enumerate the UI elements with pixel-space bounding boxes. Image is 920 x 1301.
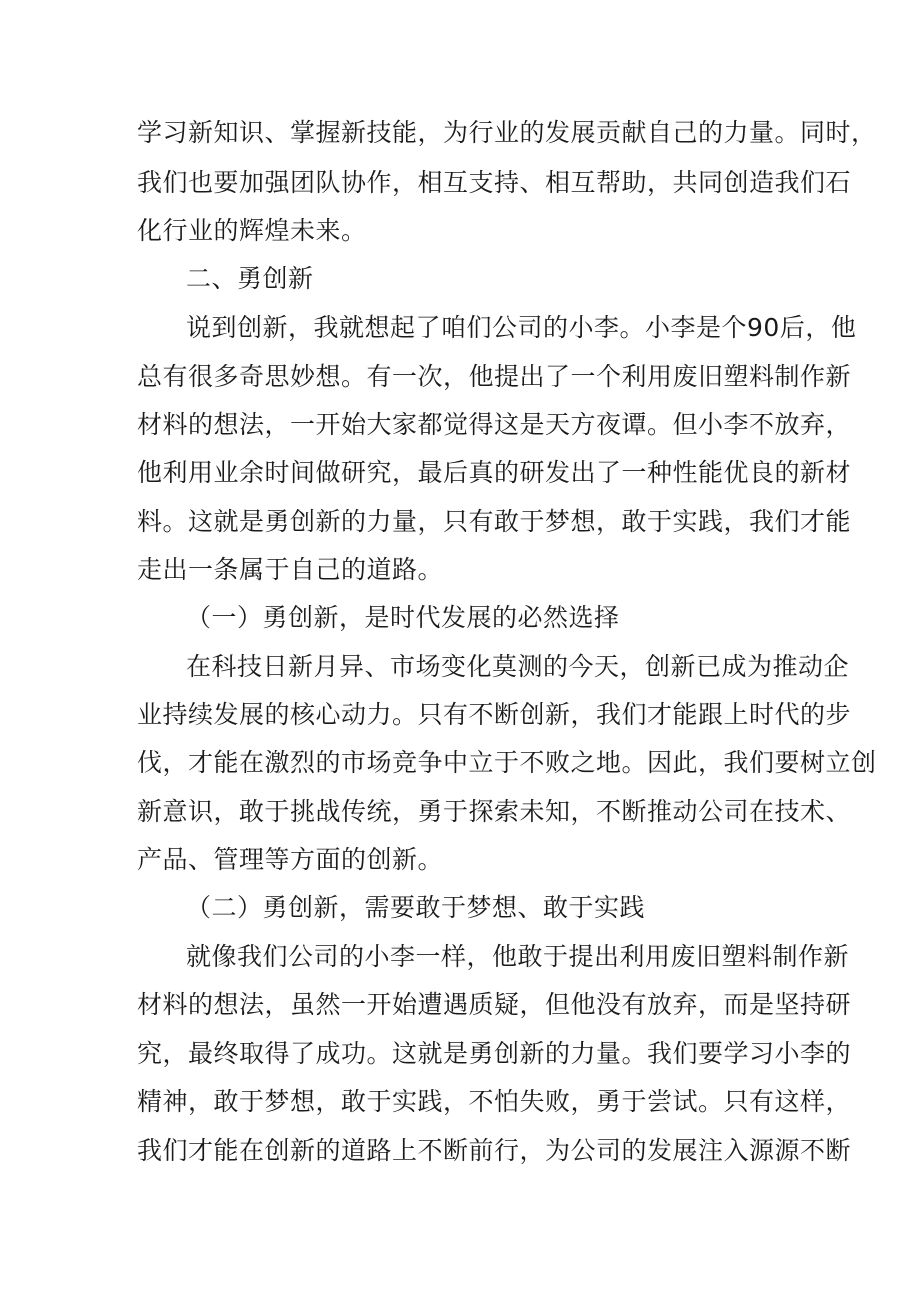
paragraph-line: 材料的想法，一开始大家都觉得这是天方夜谭。但小李不放弃， [137, 410, 852, 439]
subsection-heading: （一）勇创新，是时代发展的必然选择 [186, 603, 620, 632]
paragraph-line-end: 产品、管理等方面的创新。 [137, 845, 444, 874]
paragraph-line: 材料的想法，虽然一开始遭遇质疑，但他没有放弃，而是坚持研 [137, 990, 852, 1019]
paragraph-line: 我们才能在创新的道路上不断前行，为公司的发展注入源源不断 [137, 1136, 852, 1165]
paragraph-line-first: 就像我们公司的小李一样，他敢于提出利用废旧塑料制作新 [186, 942, 850, 971]
paragraph-line-continued: 我们也要加强团队协作，相互支持、相互帮助，共同创造我们石 [137, 168, 852, 197]
paragraph-line: 究，最终取得了成功。这就是勇创新的力量。我们要学习小李的 [137, 1039, 852, 1068]
paragraph-line: 伐，才能在激烈的市场竞争中立于不败之地。因此，我们要树立创 [137, 748, 877, 777]
paragraph-line: 精神，敢于梦想，敢于实践，不怕失败，勇于尝试。只有这样， [137, 1087, 852, 1116]
paragraph-line: 新意识，敢于挑战传统，勇于探索未知，不断推动公司在技术、 [137, 797, 852, 826]
paragraph-line: 料。这就是勇创新的力量，只有敢于梦想，敢于实践，我们才能 [137, 507, 852, 536]
paragraph-line: 业持续发展的核心动力。只有不断创新，我们才能跟上时代的步 [137, 700, 852, 729]
paragraph-line-continued: 学习新知识、掌握新技能，为行业的发展贡献自己的力量。同时， [137, 118, 877, 147]
paragraph-line: 总有很多奇思妙想。有一次，他提出了一个利用废旧塑料制作新 [137, 362, 852, 391]
paragraph-line: 他利用业余时间做研究，最后真的研发出了一种性能优良的新材 [137, 458, 852, 487]
subsection-heading: （二）勇创新，需要敢于梦想、敢于实践 [186, 893, 646, 922]
section-heading: 二、勇创新 [186, 264, 314, 293]
paragraph-line-end: 走出一条属于自己的道路。 [137, 555, 444, 584]
paragraph-line-first: 说到创新，我就想起了咱们公司的小李。小李是个90后，他 [186, 313, 857, 342]
paragraph-line-first: 在科技日新月异、市场变化莫测的今天，创新已成为推动企 [186, 652, 850, 681]
paragraph-line-end: 化行业的辉煌未来。 [137, 216, 367, 245]
